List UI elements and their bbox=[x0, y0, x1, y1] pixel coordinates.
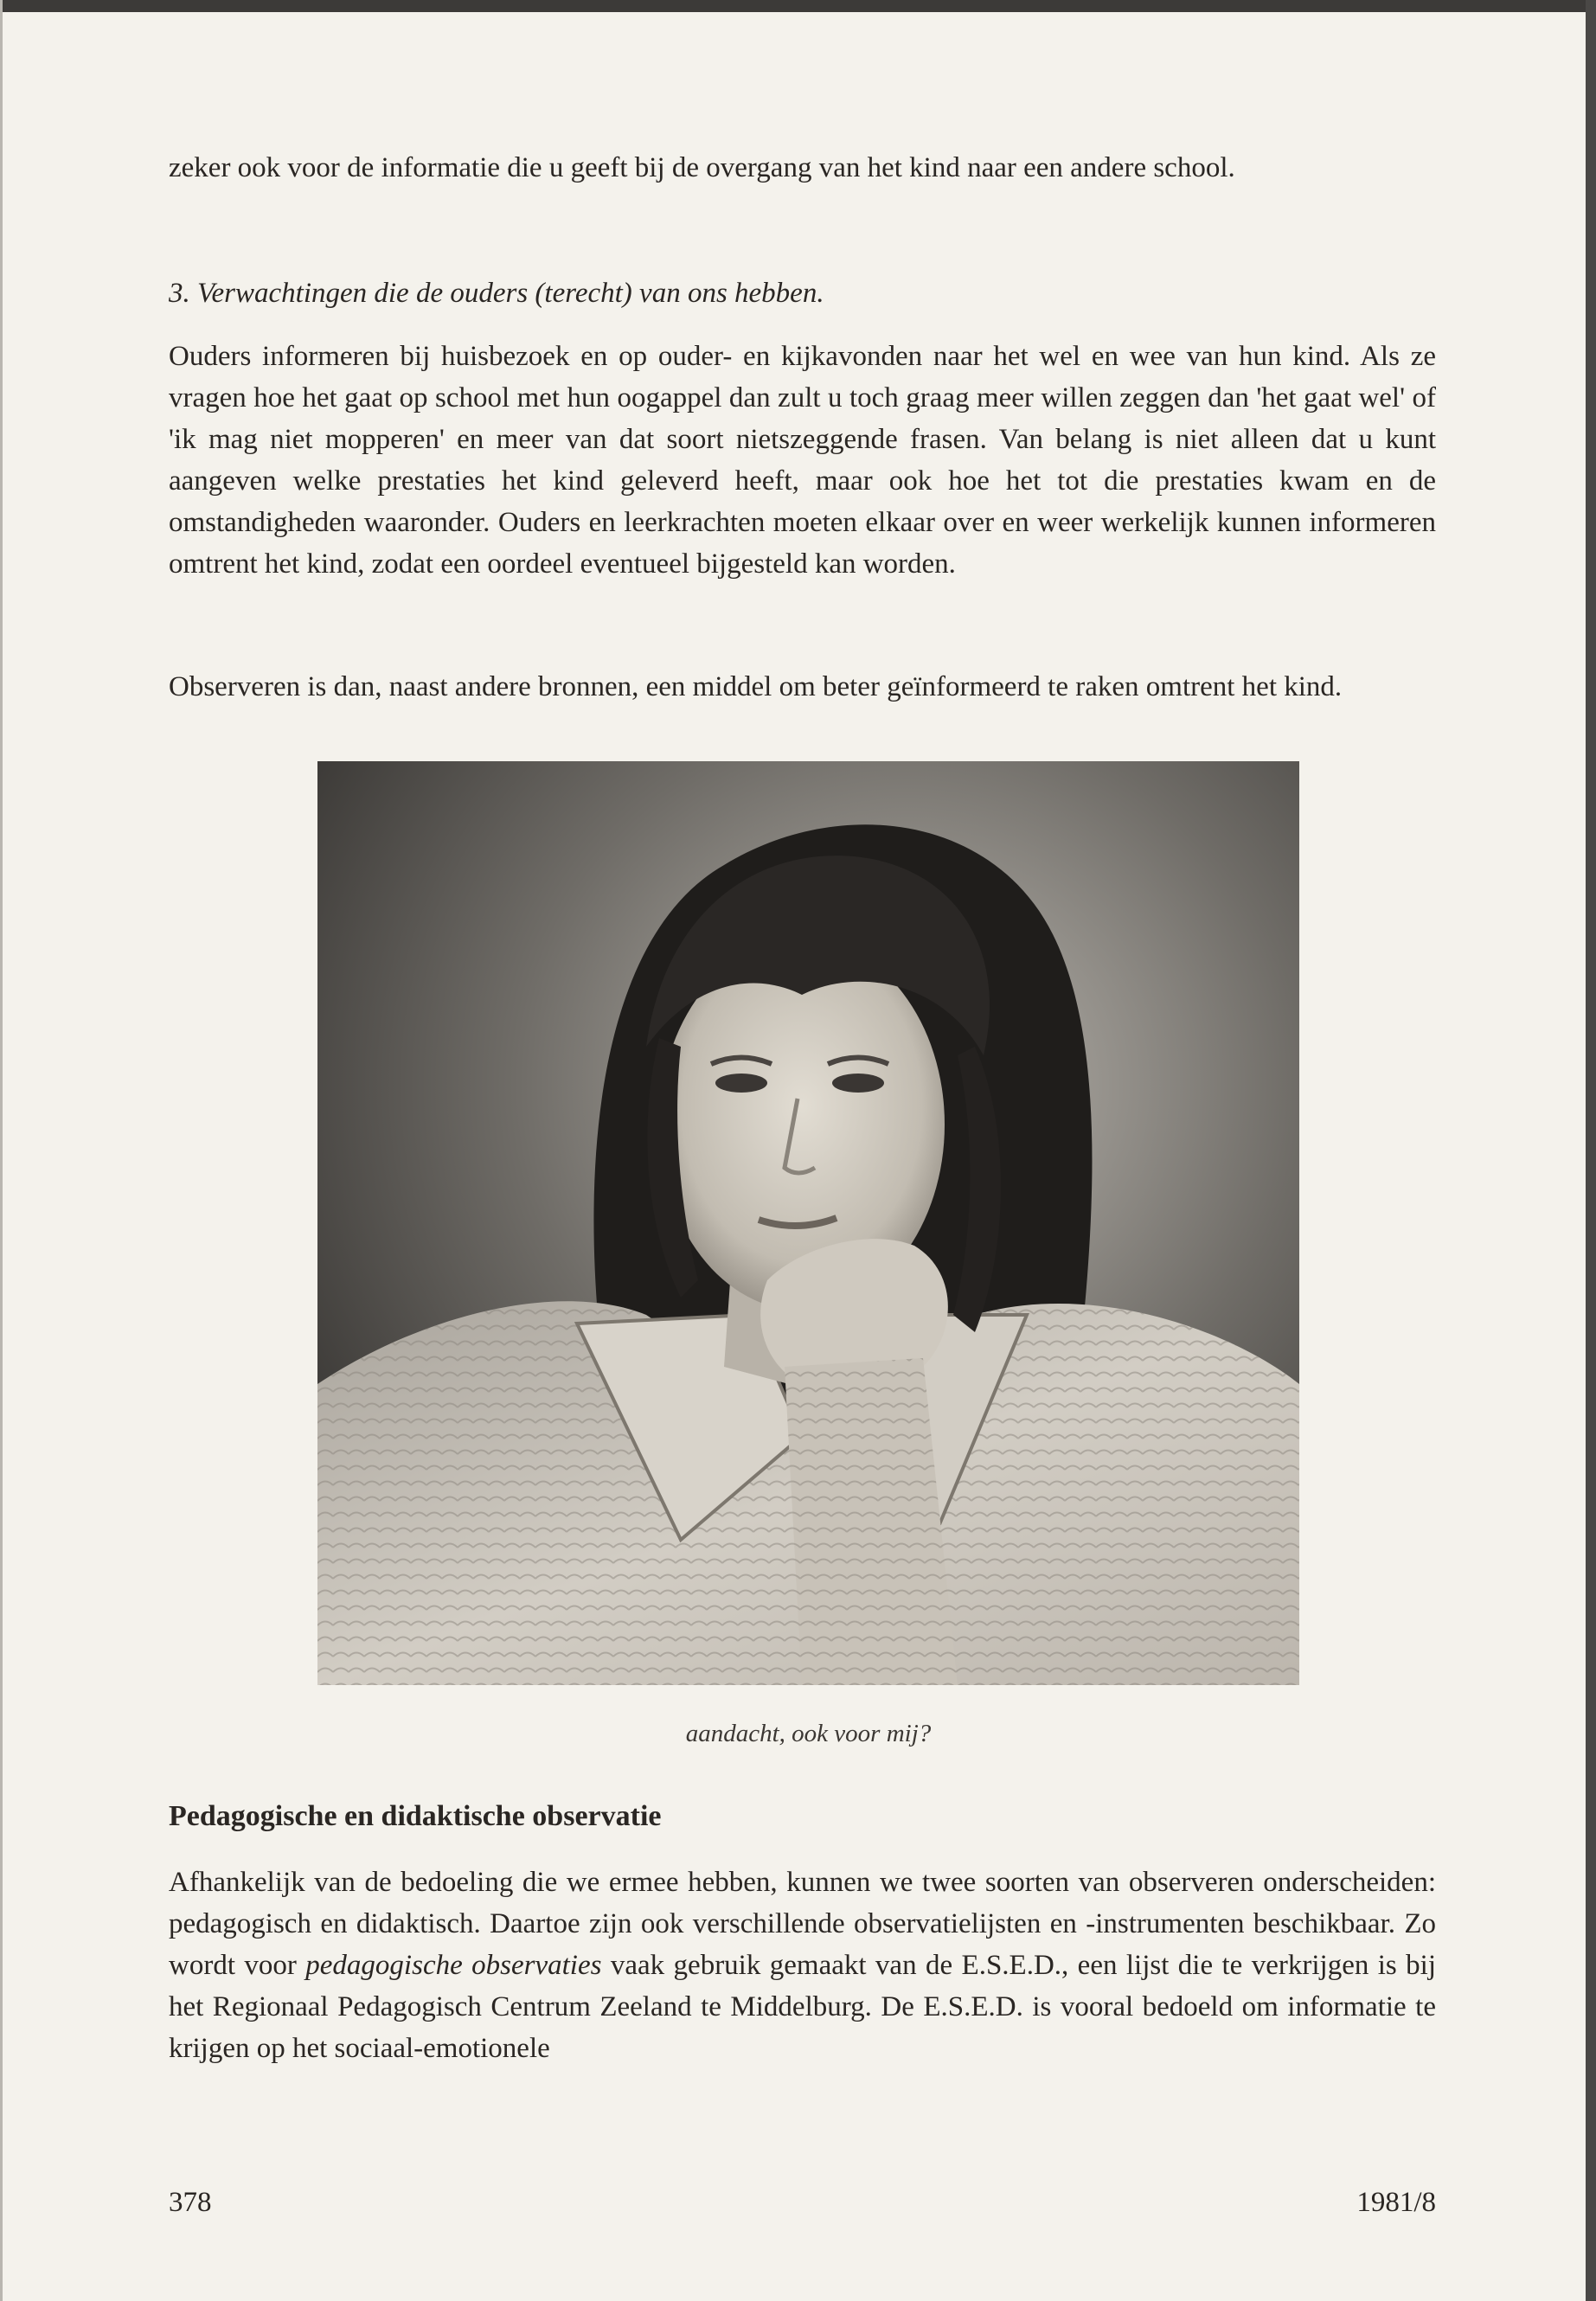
portrait-illustration bbox=[317, 761, 1299, 1685]
issue-label: 1981/8 bbox=[1356, 2187, 1436, 2218]
paragraph-text-a: Afhankelijk van de bedoeling die we ermee hebben, kunnen we twee soorten van observeren onderscheiden: pedagogisch en didaktisch. Daartoe zijn ook verschillende observatielijsten en -instrumenten beschikbaar. Zo wordt voor bbox=[169, 1867, 1436, 1981]
scan-edge-right bbox=[1586, 0, 1596, 2301]
paragraph-emphasis: pedagogische observaties bbox=[305, 1950, 602, 1981]
paragraph-observing: Observeren is dan, naast andere bronnen, een middel om beter geïnformeerd te raken omtrent het kind. bbox=[169, 671, 1343, 702]
paragraph-text-b: vaak gebruik gemaakt van de E.S.E.D., een lijst die te verkrijgen is bij het Regionaal Pedagogisch Centrum Zeeland te Middelburg. De E.S.E.D. is vooral bedoeld om informatie te krijgen op het sociaal-emotionele bbox=[169, 1950, 1436, 2064]
portrait-photo bbox=[317, 761, 1299, 1685]
photo-caption: aandacht, ook voor mij? bbox=[685, 1720, 932, 1747]
paragraph-continuation: zeker ook voor de informatie die u geeft bij de overgang van het kind naar een andere school. bbox=[169, 152, 1235, 183]
scan-edge-top bbox=[0, 0, 1596, 12]
paragraph-observation-types bbox=[169, 1862, 1436, 2069]
scan-edge-left bbox=[0, 0, 3, 2301]
section-heading: Pedagogische en didaktische observatie bbox=[169, 1800, 662, 1832]
page-number: 378 bbox=[169, 2187, 212, 2218]
paragraph-parents: Ouders informeren bij huisbezoek en op ouder- en kijkavonden naar het wel en wee van hun kind. Als ze vragen hoe het gaat op school met hun oogappel dan zult u toch graag meer willen zeggen dan 'het gaat wel' of 'ik mag niet mopperen' en meer van dat soort nietszeggende frasen. Van belang is niet alleen dat u kunt aangeven welke prestaties het kind geleverd heeft, maar ook hoe het tot die prestaties kwam en de omstandigheden waaronder. Ouders en leerkrachten moeten elkaar over en weer werkelijk kunnen informeren omtrent het kind, zodat een oordeel eventueel bijgesteld kan worden. bbox=[169, 341, 1436, 580]
subheading-expectations: 3. Verwachtingen die de ouders (terecht) van ons hebben. bbox=[169, 278, 824, 309]
